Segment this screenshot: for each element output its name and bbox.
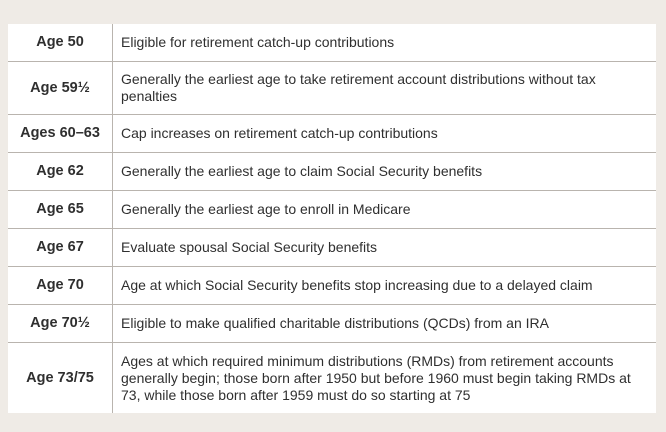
description-cell: Age at which Social Security benefits stop increasing due to a delayed claim bbox=[113, 267, 657, 305]
description-cell: Generally the earliest age to claim Social Security benefits bbox=[113, 153, 657, 191]
age-cell: Age 73/75 bbox=[8, 343, 113, 414]
description-cell: Ages at which required minimum distributions (RMDs) from retirement accounts generally begin; those born after 1950 but before 1960 must begin taking RMDs at 73, while those born after 1959 must do so starting at 75 bbox=[121, 352, 631, 403]
age-cell: Age 62 bbox=[8, 153, 113, 191]
table-row bbox=[8, 229, 656, 267]
age-cell: Age 70 bbox=[8, 267, 113, 305]
table-row bbox=[8, 343, 656, 414]
table-row bbox=[8, 191, 656, 229]
table-row bbox=[8, 115, 656, 153]
description-cell: Eligible for retirement catch-up contributions bbox=[113, 24, 657, 62]
description-cell: Cap increases on retirement catch-up contributions bbox=[113, 115, 657, 153]
table-row bbox=[8, 267, 656, 305]
age-cell: Ages 60–63 bbox=[8, 115, 113, 153]
description-cell: Generally the earliest age to take retirement account distributions without tax penalties bbox=[113, 62, 657, 115]
table-row bbox=[8, 24, 656, 62]
age-cell: Age 50 bbox=[8, 24, 113, 62]
description-cell: Evaluate spousal Social Security benefits bbox=[113, 229, 657, 267]
description-cell: Eligible to make qualified charitable distributions (QCDs) from an IRA bbox=[113, 305, 657, 343]
table-row bbox=[8, 305, 656, 343]
age-cell: Age 70½ bbox=[8, 305, 113, 343]
table-row bbox=[8, 153, 656, 191]
milestones-table bbox=[8, 24, 656, 413]
age-milestones-table bbox=[8, 24, 656, 413]
description-cell: Generally the earliest age to enroll in Medicare bbox=[113, 191, 657, 229]
age-cell: Age 59½ bbox=[8, 62, 113, 115]
table-row bbox=[8, 62, 656, 115]
age-cell: Age 67 bbox=[8, 229, 113, 267]
age-cell: Age 65 bbox=[8, 191, 113, 229]
